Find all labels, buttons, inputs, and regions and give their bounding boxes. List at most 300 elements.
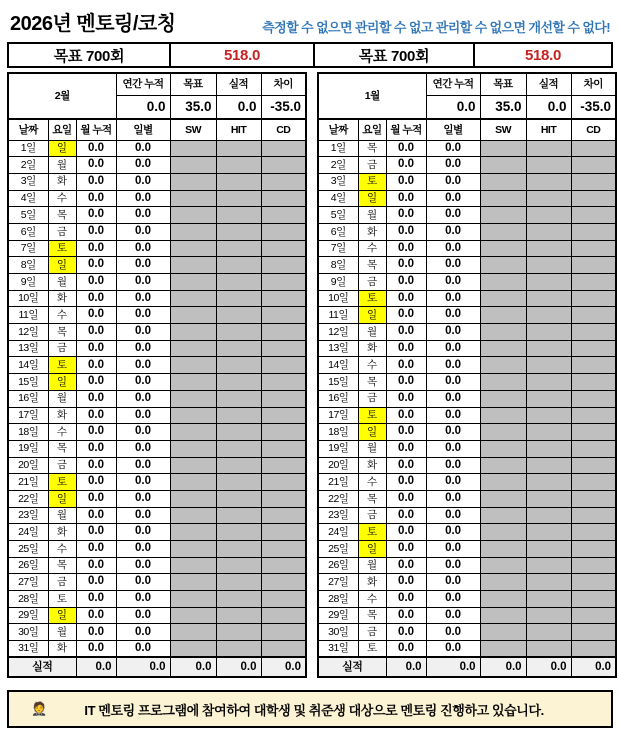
cd-cell[interactable] — [571, 624, 616, 641]
daily-cell[interactable]: 0.0 — [116, 274, 170, 291]
daily-cell[interactable]: 0.0 — [116, 173, 170, 190]
daily-cell[interactable]: 0.0 — [116, 490, 170, 507]
cd-cell[interactable] — [571, 607, 616, 624]
hit-cell[interactable] — [216, 490, 261, 507]
sw-cell[interactable] — [170, 207, 216, 224]
summary-value-actual[interactable]: 0.0 — [526, 95, 571, 119]
sw-cell[interactable] — [170, 173, 216, 190]
daily-cell[interactable]: 0.0 — [116, 607, 170, 624]
month-cum-cell[interactable]: 0.0 — [386, 140, 426, 157]
cd-cell[interactable] — [261, 157, 306, 174]
hit-cell[interactable] — [526, 140, 571, 157]
sw-cell[interactable] — [480, 607, 526, 624]
cd-cell[interactable] — [261, 223, 306, 240]
month-cum-cell[interactable]: 0.0 — [386, 440, 426, 457]
sw-cell[interactable] — [170, 574, 216, 591]
cd-cell[interactable] — [261, 357, 306, 374]
hit-cell[interactable] — [526, 190, 571, 207]
daily-cell[interactable]: 0.0 — [116, 457, 170, 474]
daily-cell[interactable]: 0.0 — [426, 340, 480, 357]
cd-cell[interactable] — [571, 340, 616, 357]
daily-cell[interactable]: 0.0 — [426, 223, 480, 240]
month-cum-cell[interactable]: 0.0 — [76, 440, 116, 457]
month-cum-cell[interactable]: 0.0 — [76, 223, 116, 240]
cd-cell[interactable] — [571, 641, 616, 658]
sw-cell[interactable] — [480, 507, 526, 524]
daily-cell[interactable]: 0.0 — [116, 257, 170, 274]
month-cum-cell[interactable]: 0.0 — [386, 490, 426, 507]
cd-cell[interactable] — [261, 474, 306, 491]
sw-cell[interactable] — [170, 357, 216, 374]
month-cum-cell[interactable]: 0.0 — [386, 390, 426, 407]
cd-cell[interactable] — [261, 507, 306, 524]
cd-cell[interactable] — [261, 541, 306, 558]
summary-value-actual[interactable]: 0.0 — [216, 95, 261, 119]
hit-cell[interactable] — [216, 240, 261, 257]
daily-cell[interactable]: 0.0 — [116, 574, 170, 591]
hit-cell[interactable] — [526, 440, 571, 457]
daily-cell[interactable]: 0.0 — [426, 207, 480, 224]
daily-cell[interactable]: 0.0 — [426, 157, 480, 174]
cd-cell[interactable] — [571, 407, 616, 424]
sw-cell[interactable] — [170, 407, 216, 424]
total-hit[interactable]: 0.0 — [216, 657, 261, 677]
sw-cell[interactable] — [480, 157, 526, 174]
total-month-cum[interactable]: 0.0 — [386, 657, 426, 677]
cd-cell[interactable] — [261, 340, 306, 357]
hit-cell[interactable] — [526, 507, 571, 524]
sw-cell[interactable] — [480, 407, 526, 424]
sw-cell[interactable] — [170, 157, 216, 174]
total-hit[interactable]: 0.0 — [526, 657, 571, 677]
cd-cell[interactable] — [261, 440, 306, 457]
cd-cell[interactable] — [261, 257, 306, 274]
daily-cell[interactable]: 0.0 — [426, 474, 480, 491]
month-cum-cell[interactable]: 0.0 — [76, 157, 116, 174]
sw-cell[interactable] — [480, 424, 526, 441]
hit-cell[interactable] — [526, 407, 571, 424]
cd-cell[interactable] — [261, 173, 306, 190]
hit-cell[interactable] — [526, 374, 571, 391]
month-cum-cell[interactable]: 0.0 — [386, 374, 426, 391]
hit-cell[interactable] — [526, 240, 571, 257]
total-sw[interactable]: 0.0 — [480, 657, 526, 677]
daily-cell[interactable]: 0.0 — [116, 340, 170, 357]
sw-cell[interactable] — [170, 474, 216, 491]
month-cum-cell[interactable]: 0.0 — [386, 574, 426, 591]
cd-cell[interactable] — [571, 457, 616, 474]
daily-cell[interactable]: 0.0 — [116, 424, 170, 441]
daily-cell[interactable]: 0.0 — [116, 324, 170, 341]
hit-cell[interactable] — [526, 290, 571, 307]
sw-cell[interactable] — [480, 574, 526, 591]
daily-cell[interactable]: 0.0 — [116, 390, 170, 407]
hit-cell[interactable] — [526, 591, 571, 608]
daily-cell[interactable]: 0.0 — [116, 140, 170, 157]
total-daily[interactable]: 0.0 — [116, 657, 170, 677]
month-cum-cell[interactable]: 0.0 — [76, 207, 116, 224]
cd-cell[interactable] — [261, 641, 306, 658]
hit-cell[interactable] — [216, 524, 261, 541]
cd-cell[interactable] — [571, 474, 616, 491]
month-cum-cell[interactable]: 0.0 — [386, 307, 426, 324]
hit-cell[interactable] — [526, 173, 571, 190]
sw-cell[interactable] — [480, 223, 526, 240]
month-cum-cell[interactable]: 0.0 — [386, 557, 426, 574]
sw-cell[interactable] — [480, 557, 526, 574]
summary-value-goal[interactable]: 35.0 — [170, 95, 216, 119]
cd-cell[interactable] — [261, 574, 306, 591]
hit-cell[interactable] — [526, 424, 571, 441]
month-cum-cell[interactable]: 0.0 — [76, 290, 116, 307]
hit-cell[interactable] — [526, 457, 571, 474]
month-cum-cell[interactable]: 0.0 — [386, 407, 426, 424]
sw-cell[interactable] — [480, 641, 526, 658]
daily-cell[interactable]: 0.0 — [116, 474, 170, 491]
cd-cell[interactable] — [571, 140, 616, 157]
month-cum-cell[interactable]: 0.0 — [386, 424, 426, 441]
daily-cell[interactable]: 0.0 — [426, 507, 480, 524]
cd-cell[interactable] — [571, 490, 616, 507]
month-cum-cell[interactable]: 0.0 — [76, 407, 116, 424]
cd-cell[interactable] — [571, 357, 616, 374]
sw-cell[interactable] — [480, 490, 526, 507]
sw-cell[interactable] — [480, 290, 526, 307]
sw-cell[interactable] — [170, 524, 216, 541]
month-cum-cell[interactable]: 0.0 — [76, 190, 116, 207]
daily-cell[interactable]: 0.0 — [116, 374, 170, 391]
goal-value-right[interactable]: 518.0 — [473, 44, 611, 66]
sw-cell[interactable] — [170, 340, 216, 357]
sw-cell[interactable] — [170, 223, 216, 240]
hit-cell[interactable] — [526, 474, 571, 491]
daily-cell[interactable]: 0.0 — [426, 407, 480, 424]
hit-cell[interactable] — [216, 340, 261, 357]
sw-cell[interactable] — [170, 324, 216, 341]
hit-cell[interactable] — [216, 190, 261, 207]
daily-cell[interactable]: 0.0 — [426, 140, 480, 157]
cd-cell[interactable] — [261, 524, 306, 541]
cd-cell[interactable] — [261, 591, 306, 608]
hit-cell[interactable] — [526, 324, 571, 341]
month-cum-cell[interactable]: 0.0 — [76, 541, 116, 558]
hit-cell[interactable] — [216, 591, 261, 608]
cd-cell[interactable] — [571, 257, 616, 274]
month-cum-cell[interactable]: 0.0 — [76, 390, 116, 407]
hit-cell[interactable] — [526, 607, 571, 624]
sw-cell[interactable] — [170, 240, 216, 257]
cd-cell[interactable] — [571, 274, 616, 291]
hit-cell[interactable] — [216, 324, 261, 341]
sw-cell[interactable] — [480, 190, 526, 207]
daily-cell[interactable]: 0.0 — [116, 207, 170, 224]
sw-cell[interactable] — [480, 173, 526, 190]
sw-cell[interactable] — [480, 591, 526, 608]
sw-cell[interactable] — [480, 374, 526, 391]
daily-cell[interactable]: 0.0 — [116, 240, 170, 257]
total-cd[interactable]: 0.0 — [571, 657, 616, 677]
cd-cell[interactable] — [261, 290, 306, 307]
sw-cell[interactable] — [170, 307, 216, 324]
hit-cell[interactable] — [216, 274, 261, 291]
cd-cell[interactable] — [571, 190, 616, 207]
cd-cell[interactable] — [571, 557, 616, 574]
hit-cell[interactable] — [216, 641, 261, 658]
month-cum-cell[interactable]: 0.0 — [76, 490, 116, 507]
month-cum-cell[interactable]: 0.0 — [76, 374, 116, 391]
daily-cell[interactable]: 0.0 — [116, 357, 170, 374]
daily-cell[interactable]: 0.0 — [116, 507, 170, 524]
daily-cell[interactable]: 0.0 — [426, 440, 480, 457]
cd-cell[interactable] — [261, 307, 306, 324]
summary-value-annual-cum[interactable]: 0.0 — [116, 95, 170, 119]
month-cum-cell[interactable]: 0.0 — [386, 607, 426, 624]
daily-cell[interactable]: 0.0 — [426, 574, 480, 591]
daily-cell[interactable]: 0.0 — [426, 357, 480, 374]
month-cum-cell[interactable]: 0.0 — [386, 591, 426, 608]
month-cum-cell[interactable]: 0.0 — [386, 524, 426, 541]
daily-cell[interactable]: 0.0 — [426, 274, 480, 291]
hit-cell[interactable] — [216, 257, 261, 274]
summary-value-goal[interactable]: 35.0 — [480, 95, 526, 119]
month-cum-cell[interactable]: 0.0 — [76, 607, 116, 624]
cd-cell[interactable] — [261, 424, 306, 441]
hit-cell[interactable] — [216, 290, 261, 307]
month-cum-cell[interactable]: 0.0 — [386, 290, 426, 307]
total-cd[interactable]: 0.0 — [261, 657, 306, 677]
hit-cell[interactable] — [526, 541, 571, 558]
hit-cell[interactable] — [216, 390, 261, 407]
daily-cell[interactable]: 0.0 — [426, 490, 480, 507]
sw-cell[interactable] — [170, 507, 216, 524]
sw-cell[interactable] — [170, 440, 216, 457]
cd-cell[interactable] — [261, 407, 306, 424]
hit-cell[interactable] — [216, 624, 261, 641]
hit-cell[interactable] — [526, 357, 571, 374]
month-cum-cell[interactable]: 0.0 — [386, 340, 426, 357]
month-cum-cell[interactable]: 0.0 — [76, 424, 116, 441]
sw-cell[interactable] — [480, 624, 526, 641]
sw-cell[interactable] — [480, 524, 526, 541]
hit-cell[interactable] — [526, 390, 571, 407]
hit-cell[interactable] — [526, 157, 571, 174]
cd-cell[interactable] — [571, 223, 616, 240]
cd-cell[interactable] — [571, 207, 616, 224]
month-cum-cell[interactable]: 0.0 — [76, 457, 116, 474]
sw-cell[interactable] — [170, 490, 216, 507]
sw-cell[interactable] — [170, 541, 216, 558]
hit-cell[interactable] — [216, 357, 261, 374]
cd-cell[interactable] — [571, 324, 616, 341]
sw-cell[interactable] — [480, 324, 526, 341]
month-cum-cell[interactable]: 0.0 — [386, 223, 426, 240]
cd-cell[interactable] — [571, 574, 616, 591]
month-cum-cell[interactable]: 0.0 — [76, 274, 116, 291]
daily-cell[interactable]: 0.0 — [116, 440, 170, 457]
sw-cell[interactable] — [480, 207, 526, 224]
month-cum-cell[interactable]: 0.0 — [76, 140, 116, 157]
hit-cell[interactable] — [216, 457, 261, 474]
hit-cell[interactable] — [526, 624, 571, 641]
daily-cell[interactable]: 0.0 — [426, 624, 480, 641]
cd-cell[interactable] — [571, 507, 616, 524]
cd-cell[interactable] — [571, 157, 616, 174]
cd-cell[interactable] — [571, 440, 616, 457]
sw-cell[interactable] — [170, 557, 216, 574]
sw-cell[interactable] — [480, 390, 526, 407]
month-cum-cell[interactable]: 0.0 — [386, 541, 426, 558]
sw-cell[interactable] — [170, 390, 216, 407]
cd-cell[interactable] — [571, 424, 616, 441]
month-cum-cell[interactable]: 0.0 — [76, 357, 116, 374]
hit-cell[interactable] — [526, 274, 571, 291]
daily-cell[interactable]: 0.0 — [116, 190, 170, 207]
month-cum-cell[interactable]: 0.0 — [76, 557, 116, 574]
hit-cell[interactable] — [216, 307, 261, 324]
sw-cell[interactable] — [480, 340, 526, 357]
cd-cell[interactable] — [571, 541, 616, 558]
total-daily[interactable]: 0.0 — [426, 657, 480, 677]
cd-cell[interactable] — [261, 557, 306, 574]
sw-cell[interactable] — [170, 140, 216, 157]
daily-cell[interactable]: 0.0 — [116, 557, 170, 574]
month-cum-cell[interactable]: 0.0 — [386, 240, 426, 257]
month-cum-cell[interactable]: 0.0 — [386, 173, 426, 190]
daily-cell[interactable]: 0.0 — [426, 324, 480, 341]
hit-cell[interactable] — [526, 524, 571, 541]
daily-cell[interactable]: 0.0 — [426, 607, 480, 624]
month-cum-cell[interactable]: 0.0 — [386, 457, 426, 474]
hit-cell[interactable] — [526, 490, 571, 507]
daily-cell[interactable]: 0.0 — [426, 457, 480, 474]
cd-cell[interactable] — [261, 240, 306, 257]
month-cum-cell[interactable]: 0.0 — [76, 624, 116, 641]
month-cum-cell[interactable]: 0.0 — [76, 173, 116, 190]
month-cum-cell[interactable]: 0.0 — [76, 257, 116, 274]
sw-cell[interactable] — [170, 607, 216, 624]
cd-cell[interactable] — [571, 591, 616, 608]
month-cum-cell[interactable]: 0.0 — [76, 524, 116, 541]
month-cum-cell[interactable]: 0.0 — [76, 324, 116, 341]
cd-cell[interactable] — [571, 307, 616, 324]
hit-cell[interactable] — [216, 440, 261, 457]
daily-cell[interactable]: 0.0 — [426, 173, 480, 190]
cd-cell[interactable] — [261, 624, 306, 641]
sw-cell[interactable] — [170, 190, 216, 207]
daily-cell[interactable]: 0.0 — [426, 290, 480, 307]
cd-cell[interactable] — [261, 207, 306, 224]
sw-cell[interactable] — [480, 257, 526, 274]
hit-cell[interactable] — [526, 257, 571, 274]
daily-cell[interactable]: 0.0 — [426, 390, 480, 407]
daily-cell[interactable]: 0.0 — [426, 591, 480, 608]
hit-cell[interactable] — [526, 223, 571, 240]
month-cum-cell[interactable]: 0.0 — [386, 641, 426, 658]
hit-cell[interactable] — [216, 374, 261, 391]
sw-cell[interactable] — [480, 357, 526, 374]
sw-cell[interactable] — [480, 474, 526, 491]
hit-cell[interactable] — [526, 641, 571, 658]
cd-cell[interactable] — [571, 524, 616, 541]
cd-cell[interactable] — [261, 390, 306, 407]
daily-cell[interactable]: 0.0 — [426, 307, 480, 324]
sw-cell[interactable] — [170, 374, 216, 391]
month-cum-cell[interactable]: 0.0 — [386, 207, 426, 224]
summary-value-diff[interactable]: -35.0 — [571, 95, 616, 119]
cd-cell[interactable] — [261, 607, 306, 624]
hit-cell[interactable] — [216, 474, 261, 491]
hit-cell[interactable] — [216, 140, 261, 157]
daily-cell[interactable]: 0.0 — [116, 307, 170, 324]
month-cum-cell[interactable]: 0.0 — [386, 507, 426, 524]
cd-cell[interactable] — [261, 274, 306, 291]
cd-cell[interactable] — [261, 324, 306, 341]
hit-cell[interactable] — [216, 207, 261, 224]
sw-cell[interactable] — [170, 624, 216, 641]
daily-cell[interactable]: 0.0 — [116, 407, 170, 424]
daily-cell[interactable]: 0.0 — [426, 557, 480, 574]
daily-cell[interactable]: 0.0 — [426, 240, 480, 257]
month-cum-cell[interactable]: 0.0 — [386, 190, 426, 207]
hit-cell[interactable] — [526, 207, 571, 224]
cd-cell[interactable] — [571, 390, 616, 407]
daily-cell[interactable]: 0.0 — [426, 541, 480, 558]
cd-cell[interactable] — [571, 240, 616, 257]
sw-cell[interactable] — [480, 457, 526, 474]
daily-cell[interactable]: 0.0 — [116, 624, 170, 641]
sw-cell[interactable] — [170, 274, 216, 291]
hit-cell[interactable] — [216, 557, 261, 574]
cd-cell[interactable] — [571, 374, 616, 391]
month-cum-cell[interactable]: 0.0 — [76, 574, 116, 591]
sw-cell[interactable] — [480, 440, 526, 457]
hit-cell[interactable] — [526, 340, 571, 357]
month-cum-cell[interactable]: 0.0 — [386, 257, 426, 274]
month-cum-cell[interactable]: 0.0 — [386, 157, 426, 174]
daily-cell[interactable]: 0.0 — [426, 424, 480, 441]
hit-cell[interactable] — [216, 507, 261, 524]
sw-cell[interactable] — [170, 591, 216, 608]
month-cum-cell[interactable]: 0.0 — [76, 591, 116, 608]
daily-cell[interactable]: 0.0 — [116, 157, 170, 174]
hit-cell[interactable] — [216, 607, 261, 624]
sw-cell[interactable] — [170, 290, 216, 307]
month-cum-cell[interactable]: 0.0 — [76, 507, 116, 524]
sw-cell[interactable] — [170, 257, 216, 274]
sw-cell[interactable] — [170, 641, 216, 658]
cd-cell[interactable] — [571, 173, 616, 190]
hit-cell[interactable] — [216, 574, 261, 591]
cd-cell[interactable] — [261, 190, 306, 207]
month-cum-cell[interactable]: 0.0 — [76, 240, 116, 257]
daily-cell[interactable]: 0.0 — [116, 290, 170, 307]
sw-cell[interactable] — [480, 274, 526, 291]
hit-cell[interactable] — [216, 157, 261, 174]
cd-cell[interactable] — [261, 374, 306, 391]
month-cum-cell[interactable]: 0.0 — [76, 340, 116, 357]
month-cum-cell[interactable]: 0.0 — [386, 324, 426, 341]
daily-cell[interactable]: 0.0 — [116, 641, 170, 658]
month-cum-cell[interactable]: 0.0 — [386, 274, 426, 291]
hit-cell[interactable] — [216, 173, 261, 190]
summary-value-diff[interactable]: -35.0 — [261, 95, 306, 119]
goal-value-left[interactable]: 518.0 — [169, 44, 313, 66]
sw-cell[interactable] — [480, 307, 526, 324]
hit-cell[interactable] — [216, 223, 261, 240]
month-cum-cell[interactable]: 0.0 — [76, 307, 116, 324]
cd-cell[interactable] — [571, 290, 616, 307]
daily-cell[interactable]: 0.0 — [426, 257, 480, 274]
